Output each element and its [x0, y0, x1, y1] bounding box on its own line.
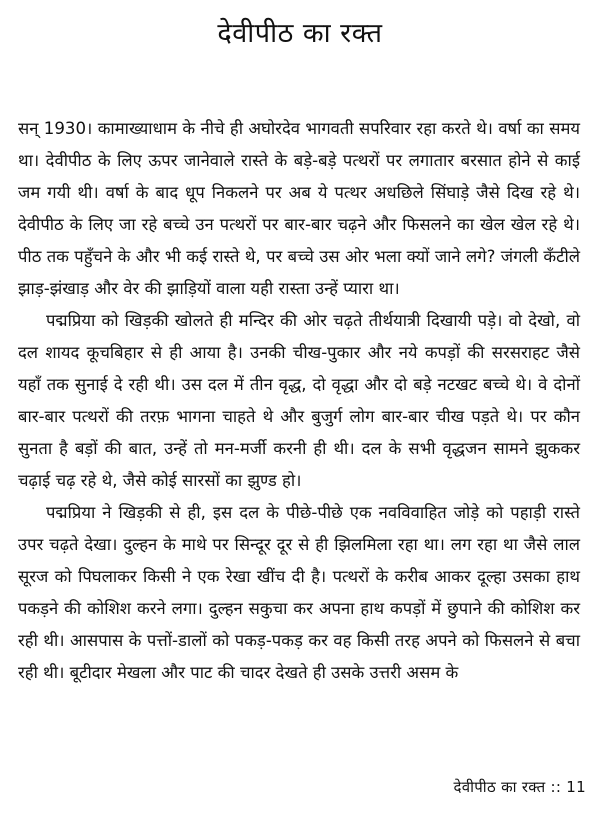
chapter-title: देवीपीठ का रक्त [217, 18, 383, 49]
paragraph-1: सन् 1930। कामाख्याधाम के नीचे ही अघोरदेव भागवती सपरिवार रहा करते थे। वर्षा का समय था। देवीपीठ के लिए ऊपर जानेवाले रास्ते के बड़े-बड़े पत्थरों पर लगातार बरसात होने से काई जम गयी थी। वर्षा के बाद धूप निकलने पर अब ये पत्थर अधछिले सिंघाड़े जैसे दिख रहे थे। देवीपीठ के लिए जा रहे बच्चे उन पत्थरों पर बार-बार चढ़ने और फिसलने का खेल खेल रहे थे। पीठ तक पहुँचने के और भी कई रास्ते थे, पर बच्चे उस ओर भला क्यों जाने लगे? जंगली कँटीले झाड़-झंखाड़ और वेर की झाड़ियों वाला यही रास्ता उन्हें प्यारा था। [18, 119, 580, 298]
page-footer: देवीपीठ का रक्त :: 11 [453, 778, 586, 796]
paragraph-3: पद्मप्रिया ने खिड़की से ही, इस दल के पीछे-पीछे एक नवविवाहित जोड़े को पहाड़ी रास्ते उपर चढ़ते देखा। दुल्हन के माथे पर सिन्दूर दूर से ही झिलमिला रहा था। लग रहा था जैसे लाल सूरज को पिघलाकर किसी ने एक रेखा खींच दी है। पत्थरों के करीब आकर दूल्हा उसका हाथ पकड़ने की कोशिश करने लगा। दुल्हन सकुचा कर अपना हाथ कपड़ों में छुपाने की कोशिश कर रही थी। आसपास के पत्तों-डालों को पकड़-पकड़ कर वह किसी तरह अपने को फिसलने से बचा रही थी। बूटीदार मेखला और पाट की चादर देखते ही उसके उत्तरी असम के [18, 503, 580, 682]
chapter-body [18, 113, 580, 689]
paragraph-2: पद्मप्रिया को खिड़की खोलते ही मन्दिर की ओर चढ़ते तीर्थयात्री दिखायी पड़े। वो देखो, वो दल शायद कूचबिहार से ही आया है। उनकी चीख-पुकार और नये कपड़ों की सरसराहट जैसे यहाँ तक सुनाई दे रही थी। उस दल में तीन वृद्ध, दो वृद्धा और दो बड़े नटखट बच्चे थे। वे दोनों बार-बार पत्थरों की तरफ़ भागना चाहते थे और बुजुर्ग लोग बार-बार चीख पड़ते थे। पर कौन सुनता है बड़ों की बात, उन्हें तो मन-मर्जी करनी ही थी। दल के सभी वृद्धजन सामने झुककर चढ़ाई चढ़ रहे थे, जैसे कोई सारसों का झुण्ड हो। [18, 311, 580, 490]
